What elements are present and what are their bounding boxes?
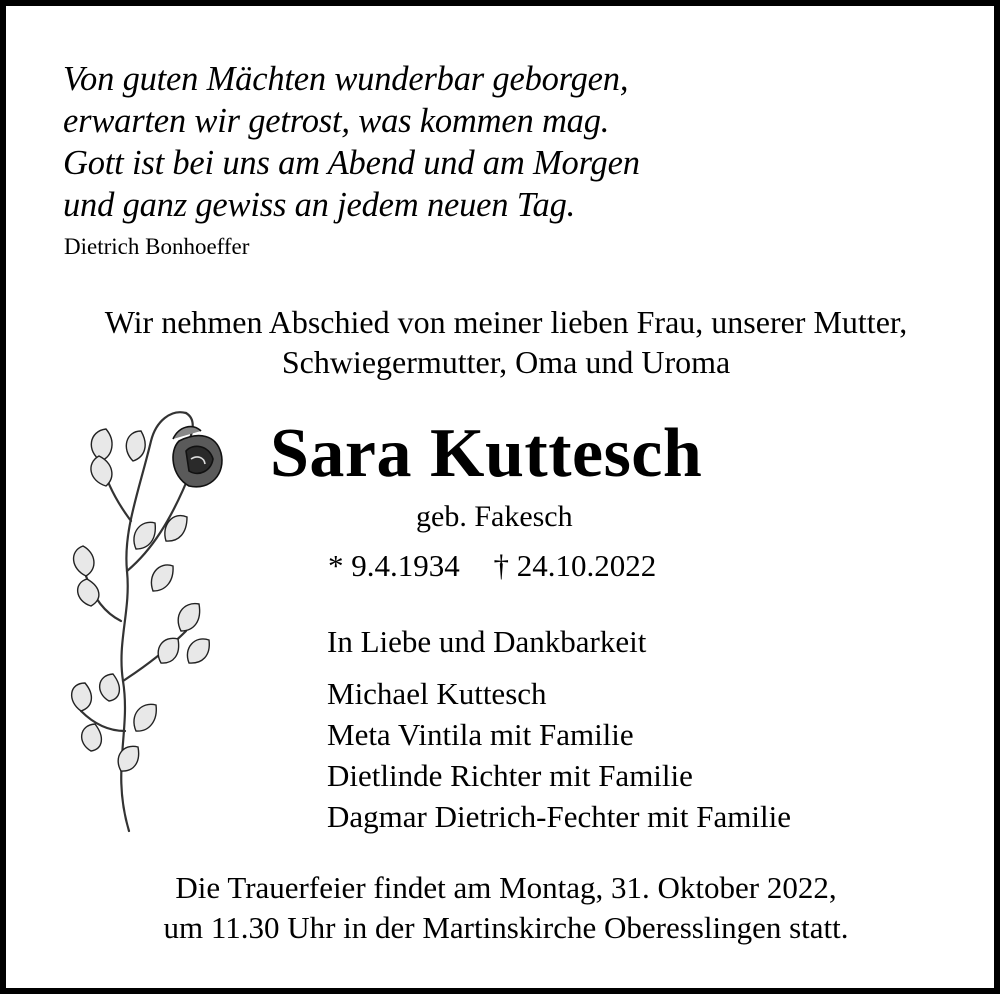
funeral-line: um 11.30 Uhr in der Martinskirche Oberesslingen statt.	[163, 910, 849, 945]
poem-line: erwarten wir getrost, was kommen mag.	[63, 102, 610, 140]
death-date: † 24.10.2022	[493, 548, 657, 583]
mourners-list	[327, 673, 791, 837]
birth-date: * 9.4.1934	[328, 548, 460, 583]
mourner-name: Meta Vintila mit Familie	[327, 717, 634, 752]
maiden-name: geb. Fakesch	[416, 500, 573, 533]
intro-line: Schwiegermutter, Oma und Uroma	[281, 344, 731, 380]
life-dates	[328, 548, 656, 584]
poem-line: Von guten Mächten wunderbar geborgen,	[63, 60, 629, 98]
mourners-heading: In Liebe und Dankbarkeit	[327, 624, 647, 659]
poem-author: Dietrich Bonhoeffer	[64, 234, 250, 259]
funeral-info	[6, 868, 1000, 948]
mourner-name: Dagmar Dietrich-Fechter mit Familie	[327, 799, 791, 834]
intro-line: Wir nehmen Abschied von meiner lieben Frau, unserer Mutter,	[104, 304, 908, 340]
poem	[63, 58, 640, 226]
poem-line: Gott ist bei uns am Abend und am Morgen	[63, 144, 640, 182]
mourner-name: Dietlinde Richter mit Familie	[327, 758, 693, 793]
poem-line: und ganz gewiss an jedem neuen Tag.	[63, 186, 576, 224]
funeral-line: Die Trauerfeier findet am Montag, 31. Oktober 2022,	[175, 870, 837, 905]
farewell-intro	[6, 302, 1000, 382]
mourner-name: Michael Kuttesch	[327, 676, 547, 711]
rose-branch-illustration	[61, 401, 251, 841]
deceased-name: Sara Kuttesch	[270, 415, 703, 492]
